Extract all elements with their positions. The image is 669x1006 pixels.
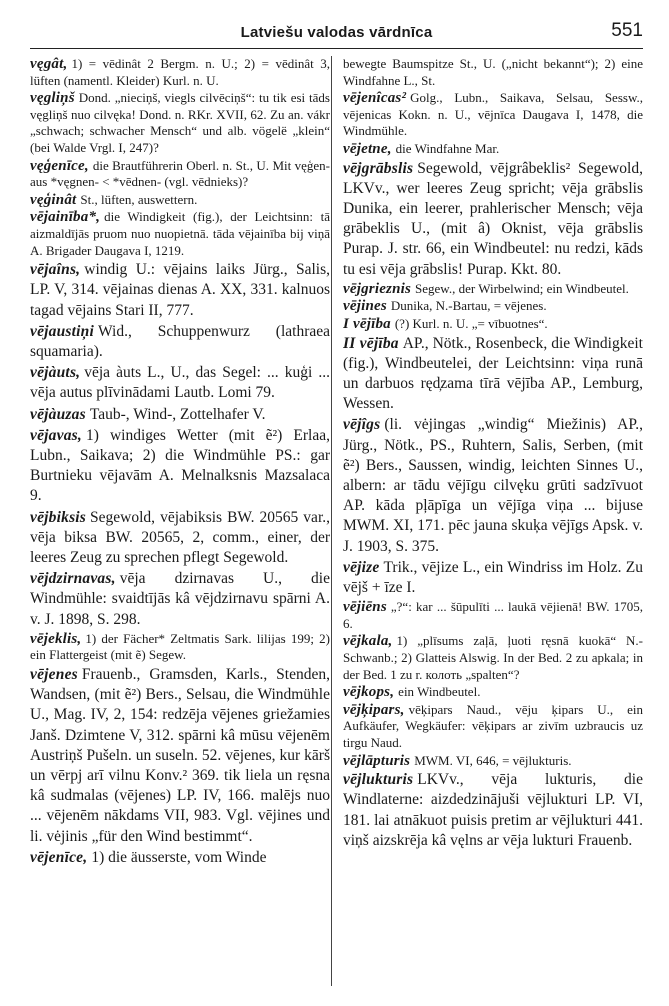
entry-definition: Segewold, vējabiksis BW. 20565 var., vēja biksa BW. 20565, 2, comm., einer, der leeres Zeug zu sprechen pflegt Segewold. bbox=[30, 508, 330, 566]
entry-headword: vējaustiņi bbox=[30, 322, 95, 340]
entry-definition: (li. vėjingas „windig“ Miežinis) AP., Jürg., Nötk., PS., Ruhtern, Salis, Serben, (mit ẽ²) Bers., Saussen, windig, leichten Sinnes U., albern: ar tādu vējīgu cilvęku grūti sadzīvuot AP. kāda pļāpīga un vējīga viņa ... bijuse MWM. XI, 171. pēc jauna skuķa vējīgs Apsk. v. J. 1903, S. 375. bbox=[343, 416, 643, 555]
dictionary-entry bbox=[343, 56, 643, 89]
entry-definition: 1) = vēdinât 2 Bergm. n. U.; 2) = vēdinât 3, lüften (namentl. Kleider) Kurl. n. U. bbox=[30, 56, 330, 88]
entry-headword: vējines bbox=[343, 298, 387, 315]
dictionary-entry bbox=[343, 316, 643, 333]
page-number: 551 bbox=[611, 20, 643, 41]
entry-definition: die Windigkeit (fig.), der Leichtsinn: tā aizmaldījās pruom nuo nuopietnā. tāda vējainība bij viņā A. Brigader Daugava I, 1219. bbox=[30, 209, 330, 258]
dictionary-entry bbox=[30, 569, 330, 630]
entry-headword: vējavas, bbox=[30, 426, 82, 444]
entry-headword: vęģenīce, bbox=[30, 157, 89, 174]
entry-headword: vējize bbox=[343, 558, 380, 576]
entry-definition: 1) der Fächer* Zeltmatis Sark. lilijas 199; 2) ein Flattergeist (mit ẽ) Segew. bbox=[30, 630, 330, 663]
entry-definition: vēja àuts L., U., das Segel: ... kuģi ... vēja autus plīvinādami Lautb. Lomi 79. bbox=[30, 364, 330, 402]
entry-headword: vējlukturis bbox=[343, 771, 414, 789]
dictionary-entry bbox=[30, 158, 330, 191]
entry-definition: 1) die äusserste, vom Winde bbox=[91, 848, 267, 866]
dictionary-entry bbox=[343, 770, 643, 851]
dictionary-entry bbox=[343, 753, 643, 770]
entry-definition: bewegte Baumspitze St., U. („nicht bekannt“); 2) eine Windfahne L., St. bbox=[343, 56, 643, 88]
entry-definition: windig U.: vējains laiks Jürg., Salis, LP. V, 314. vējainas dienas A. XX, 331. kalnuos tagad vējains Stari II, 777. bbox=[30, 261, 330, 319]
dictionary-entry bbox=[343, 415, 643, 556]
entry-headword: vęgliņš bbox=[30, 90, 75, 107]
dictionary-entry bbox=[30, 508, 330, 569]
entry-headword: vējkops, bbox=[343, 684, 395, 701]
dictionary-entry bbox=[30, 56, 330, 89]
dictionary-entry bbox=[30, 665, 330, 847]
entry-headword: vējàuzas bbox=[30, 405, 86, 423]
entry-definition: Trik., vējize L., ein Windriss im Holz. Zu vējš + īze I. bbox=[343, 558, 643, 596]
entry-definition: vēja dzirnavas U., die Windmühle: svaidtījās kâ vējdzirnavu spārni A. v. J. 1898, S. 298. bbox=[30, 570, 330, 628]
page-header bbox=[30, 20, 643, 49]
dictionary-title: Latviešu valodas vārdnīca bbox=[240, 24, 433, 41]
dictionary-entry bbox=[343, 684, 643, 701]
entry-headword: vējaîns, bbox=[30, 261, 81, 279]
entry-definition: 1) windiges Wetter (mit ẽ²) Erlaa, Lubn., Saikava; 2) die Windmühle PS.: gar Burtnieku vējavām A. Melnalksnis Mazsalaca 9. bbox=[30, 426, 330, 505]
dictionary-entry bbox=[30, 405, 330, 425]
dictionary-entry bbox=[343, 334, 643, 415]
entry-definition: LKVv., vēja lukturis, die Windlaterne: aizdedzinājuši vējlukturi LP. VI, 181. lai atnākuot puisis pretim ar vējlukturi 441. viņš aizskrēja kâ vęlns ar vēja lukturi Frauenb. bbox=[343, 771, 643, 849]
entry-definition: die Brautführerin Oberl. n. St., U. Mit vęģen- aus *vęgnen- < *vēdnen- (vgl. vēdnieks)? bbox=[30, 157, 330, 190]
dictionary-entry bbox=[30, 90, 330, 156]
dictionary-entry bbox=[343, 599, 643, 632]
entry-headword: vējîgs bbox=[343, 416, 381, 434]
dictionary-entry bbox=[343, 633, 643, 683]
entry-definition: Segew., der Wirbelwind; ein Windbeutel. bbox=[415, 280, 629, 296]
dictionary-entry bbox=[343, 281, 643, 298]
dictionary-entry bbox=[30, 260, 330, 321]
entry-headword: vējķipars, bbox=[343, 701, 405, 718]
dictionary-entry bbox=[30, 631, 330, 664]
dictionary-entry bbox=[30, 426, 330, 507]
dictionary-entry bbox=[343, 702, 643, 752]
dictionary-entry bbox=[30, 209, 330, 259]
column-divider bbox=[331, 56, 332, 986]
entry-definition: „?“: kar ... šūpulīti ... laukā vējienā! BW. 1705, 6. bbox=[343, 599, 643, 631]
entry-definition: Segewold, vējgrâbeklis² Segewold, LKVv., wer leeres Zeug spricht; vēja grābslis Dunika, ein leerer, prahlerischer Mensch; vēja grābeklis U., (mit â) Oknist, vēja grābslis Purap. J. str. 66, ein Windbeutel: nu redzi, kāds tu esi vēja grābslis! Purap. Kkt. 80. bbox=[343, 159, 643, 278]
entry-headword: vējenes bbox=[30, 665, 78, 683]
entry-headword: vējkala, bbox=[343, 633, 393, 650]
entry-headword: I vējība bbox=[343, 315, 391, 332]
entry-headword: vējetne, bbox=[343, 140, 392, 157]
entry-definition: MWM. VI, 646, = vējlukturis. bbox=[414, 752, 572, 768]
dictionary-entry bbox=[343, 141, 643, 158]
entry-definition: St., lüften, auswettern. bbox=[80, 191, 198, 207]
entry-headword: II vējība bbox=[343, 334, 399, 352]
right-column bbox=[343, 56, 643, 1000]
entry-headword: vējeklis, bbox=[30, 630, 82, 647]
dictionary-entry bbox=[30, 363, 330, 403]
entry-headword: vējgrābslis bbox=[343, 159, 414, 177]
entry-definition: die Windfahne Mar. bbox=[395, 140, 500, 156]
entry-headword: vējlāpturis bbox=[343, 752, 411, 769]
entry-headword: vējenîcas² bbox=[343, 90, 407, 107]
dictionary-entry bbox=[343, 298, 643, 315]
entry-definition: Wid., Schuppenwurz (lathraea squamaria). bbox=[30, 322, 330, 360]
dictionary-entry bbox=[30, 322, 330, 362]
entry-headword: vējenīce, bbox=[30, 848, 88, 866]
entry-headword: vęģinât bbox=[30, 191, 77, 208]
entry-definition: Taub-, Wind-, Zottelhafer V. bbox=[89, 405, 266, 423]
entry-definition: Golg., Lubn., Saikava, Selsau, Sessw., vējenicas Kokn. n. U., vējnīca Daugava I, 1478, die Windmühle. bbox=[343, 90, 643, 139]
left-column bbox=[30, 56, 330, 1000]
entry-definition: Dunika, N.-Bartau, = vējenes. bbox=[390, 298, 547, 314]
entry-headword: vęgât, bbox=[30, 56, 68, 72]
dictionary-entry bbox=[30, 848, 330, 868]
dictionary-entry bbox=[343, 159, 643, 280]
entry-headword: vējàuts, bbox=[30, 364, 81, 382]
entry-headword: vējiēns bbox=[343, 599, 387, 616]
entry-definition: ein Windbeutel. bbox=[398, 684, 481, 700]
entry-headword: vējbiksis bbox=[30, 508, 87, 526]
dictionary-entry bbox=[343, 558, 643, 598]
entry-headword: vējdzirnavas, bbox=[30, 570, 116, 588]
entry-definition: 1) „plīsums zaļā, ļuoti ręsnā kuokā“ N.-Schwanb.; 2) Glatteis Alswig. In der Bed. 2 zu apkala; in der Bed. 1 zu r. колоть „spalten“? bbox=[343, 633, 643, 682]
entry-definition: AP., Nötk., Rosenbeck, die Windigkeit (fig.), Windbeutelei, der Leichtsinn: viņa runā un darbuos ręd̦zama tīrā vējība AP., Lemburg, Wessen. bbox=[343, 334, 643, 413]
entry-headword: vējgrieznis bbox=[343, 280, 412, 297]
dictionary-entry bbox=[30, 192, 330, 209]
entry-definition: (?) Kurl. n. U. „= vībuotnes“. bbox=[394, 315, 548, 331]
dictionary-entry bbox=[343, 90, 643, 140]
entry-definition: Frauenb., Gramsden, Karls., Stenden, Wandsen, (mit ẽ²) Bers., Selsau, die Windmühle U., Mag. IV, 2, 154: redzēja vējenes griežamies Janš. Dzimtene V, 312. spārni kâ mūsu vējenēm Austriņš Pušeln. un suseln. 52. vējenes, kur kārš un vērpj arī vilnu Konv.² 369. tik liela un ręsna kâ sudmalas (vējenes) LP. IV, 166. malējs nuo ... vējenēm nākdams VII, 983. Vgl. vējines und li. vėjinis „für den Wind bestimmt“. bbox=[30, 665, 330, 845]
entry-definition: vēķipars Naud., vēju ķipars U., ein Aufkäufer, Wegkäufer: vēķipars ar zivīm uzbraucis uz tirgu Naud. bbox=[343, 701, 643, 750]
entry-headword: vējainība*, bbox=[30, 209, 101, 226]
entry-definition: Dond. „nieciņš, viegls cilvēciņš“: tu tik esi tāds vęgliņš nuo cilvęka! Dond. n. RKr. XVII, 62. Zu an. vákr „schwach; schwacher Mensch“ und alb. vögelë „klein“ (bei Walde Vrgl. I, 247)? bbox=[30, 90, 330, 155]
